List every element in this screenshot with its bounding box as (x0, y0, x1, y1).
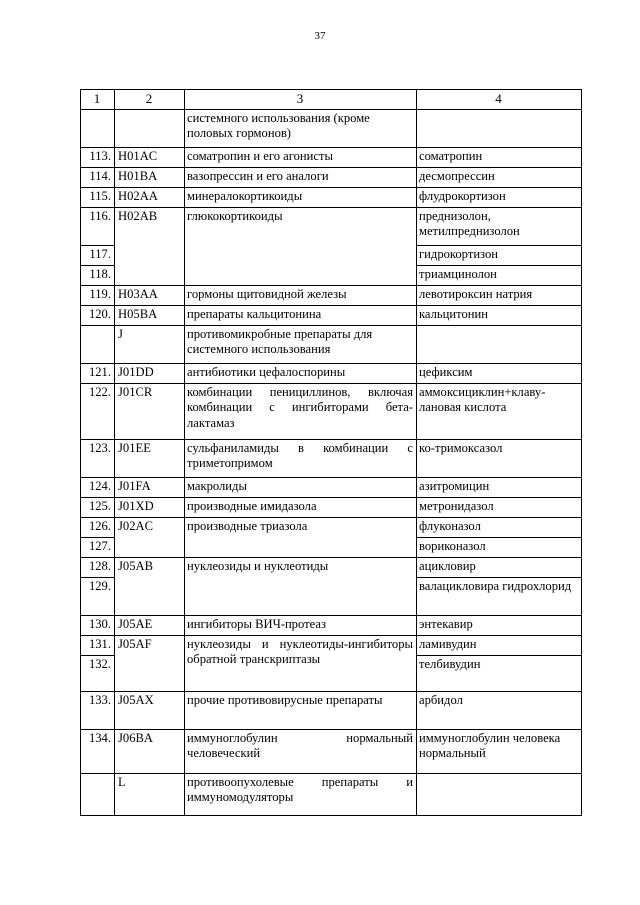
drug-group: минералокортикоиды (185, 188, 417, 208)
drug-group: нуклеозиды и нуклеотиды (185, 558, 417, 616)
atc-code (115, 110, 185, 148)
drug-name: арбидол (417, 692, 582, 730)
drug-name: ламивудин (417, 636, 582, 656)
row-number (81, 110, 115, 148)
table-row (81, 616, 582, 636)
drug-group: производные триазола (185, 518, 417, 558)
row-number: 122. (81, 384, 115, 440)
atc-code: J05AF (115, 636, 185, 692)
atc-code: J05AX (115, 692, 185, 730)
drug-name: телбивудин (417, 656, 582, 692)
atc-code: J05AB (115, 558, 185, 616)
drug-name: аммоксициклин+клаву-лановая кислота (417, 384, 582, 440)
drug-group: прочие противовирусные препараты (185, 692, 417, 730)
atc-code: H01BA (115, 168, 185, 188)
atc-code: J02AC (115, 518, 185, 558)
drug-group: ингибиторы ВИЧ-протеаз (185, 616, 417, 636)
atc-code: J01EE (115, 440, 185, 478)
row-number: 114. (81, 168, 115, 188)
drug-group: препараты кальцитонина (185, 306, 417, 326)
column-header: 1 (81, 90, 115, 110)
drug-name: кальцитонин (417, 306, 582, 326)
row-number: 134. (81, 730, 115, 774)
drug-group: соматропин и его агонисты (185, 148, 417, 168)
table-row (81, 692, 582, 730)
drug-name: левотироксин натрия (417, 286, 582, 306)
row-number: 133. (81, 692, 115, 730)
table-row (81, 440, 582, 478)
drug-group: сульфаниламиды в комбинации с триметопримом (185, 440, 417, 478)
row-number: 132. (81, 656, 115, 692)
drug-name: гидрокортизон (417, 246, 582, 266)
drug-name: преднизолон, метилпреднизолон (417, 208, 582, 246)
atc-code: J06BA (115, 730, 185, 774)
atc-code: J01DD (115, 364, 185, 384)
drug-name: валацикловира гидрохлорид (417, 578, 582, 616)
drug-group: макролиды (185, 478, 417, 498)
drug-group: глюкокортикоиды (185, 208, 417, 286)
atc-code: H03AA (115, 286, 185, 306)
drug-name: вориконазол (417, 538, 582, 558)
row-number: 127. (81, 538, 115, 558)
drug-group: гормоны щитовидной железы (185, 286, 417, 306)
table-row (81, 148, 582, 168)
table-row (81, 110, 582, 148)
atc-code: J (115, 326, 185, 364)
table-row (81, 558, 582, 578)
table-row (81, 498, 582, 518)
drug-group: иммуноглобулин нормальный человеческий (185, 730, 417, 774)
row-number: 116. (81, 208, 115, 246)
table-header-row (81, 90, 582, 110)
drug-name: флуконазол (417, 518, 582, 538)
atc-code: J05AE (115, 616, 185, 636)
table-row (81, 774, 582, 816)
atc-code: H05BA (115, 306, 185, 326)
drug-name: соматропин (417, 148, 582, 168)
drug-name: триамцинолон (417, 266, 582, 286)
atc-code: H01AC (115, 148, 185, 168)
drug-name: флудрокортизон (417, 188, 582, 208)
row-number: 113. (81, 148, 115, 168)
table-row (81, 636, 582, 656)
row-number: 126. (81, 518, 115, 538)
atc-code: J01XD (115, 498, 185, 518)
drug-name: энтекавир (417, 616, 582, 636)
table-row (81, 208, 582, 246)
atc-code: H02AB (115, 208, 185, 286)
row-number: 131. (81, 636, 115, 656)
drug-group: противомикробные препараты для системного использования (185, 326, 417, 364)
column-header: 3 (185, 90, 417, 110)
page-number: 37 (314, 30, 326, 42)
drug-name: иммуноглобулин человека нормальный (417, 730, 582, 774)
drug-group: вазопрессин и его аналоги (185, 168, 417, 188)
drug-group: антибиотики цефалоспорины (185, 364, 417, 384)
atc-code: L (115, 774, 185, 816)
atc-code: J01FA (115, 478, 185, 498)
row-number: 117. (81, 246, 115, 266)
table-row (81, 286, 582, 306)
table-row (81, 518, 582, 538)
drug-name: цефиксим (417, 364, 582, 384)
row-number (81, 326, 115, 364)
drug-name (417, 326, 582, 364)
row-number: 129. (81, 578, 115, 616)
drug-group: нуклеозиды и нуклеотиды-ингибиторы обратной транскриптазы (185, 636, 417, 692)
drug-name: ко-тримоксазол (417, 440, 582, 478)
table-row (81, 188, 582, 208)
drug-name: десмопрессин (417, 168, 582, 188)
table-row (81, 478, 582, 498)
row-number: 121. (81, 364, 115, 384)
row-number: 115. (81, 188, 115, 208)
row-number (81, 774, 115, 816)
column-header: 2 (115, 90, 185, 110)
drug-name (417, 110, 582, 148)
row-number: 123. (81, 440, 115, 478)
drug-group: производные имидазола (185, 498, 417, 518)
drug-group: противоопухолевые препараты и иммуномодуляторы (185, 774, 417, 816)
drug-name (417, 774, 582, 816)
atc-code: J01CR (115, 384, 185, 440)
row-number: 120. (81, 306, 115, 326)
row-number: 124. (81, 478, 115, 498)
row-number: 128. (81, 558, 115, 578)
table-row (81, 730, 582, 774)
table-row (81, 326, 582, 364)
drug-group: системного использования (кроме половых гормонов) (185, 110, 417, 148)
table-row (81, 306, 582, 326)
drug-name: ацикловир (417, 558, 582, 578)
drug-group: комбинации пенициллинов, включая комбинации с ингибиторами бета-лактамаз (185, 384, 417, 440)
drug-name: азитромицин (417, 478, 582, 498)
table-row (81, 168, 582, 188)
atc-code: H02AA (115, 188, 185, 208)
table-row (81, 384, 582, 440)
row-number: 130. (81, 616, 115, 636)
row-number: 119. (81, 286, 115, 306)
table-row (81, 364, 582, 384)
row-number: 118. (81, 266, 115, 286)
column-header: 4 (417, 90, 582, 110)
drug-name: метронидазол (417, 498, 582, 518)
drug-table (80, 89, 582, 816)
row-number: 125. (81, 498, 115, 518)
